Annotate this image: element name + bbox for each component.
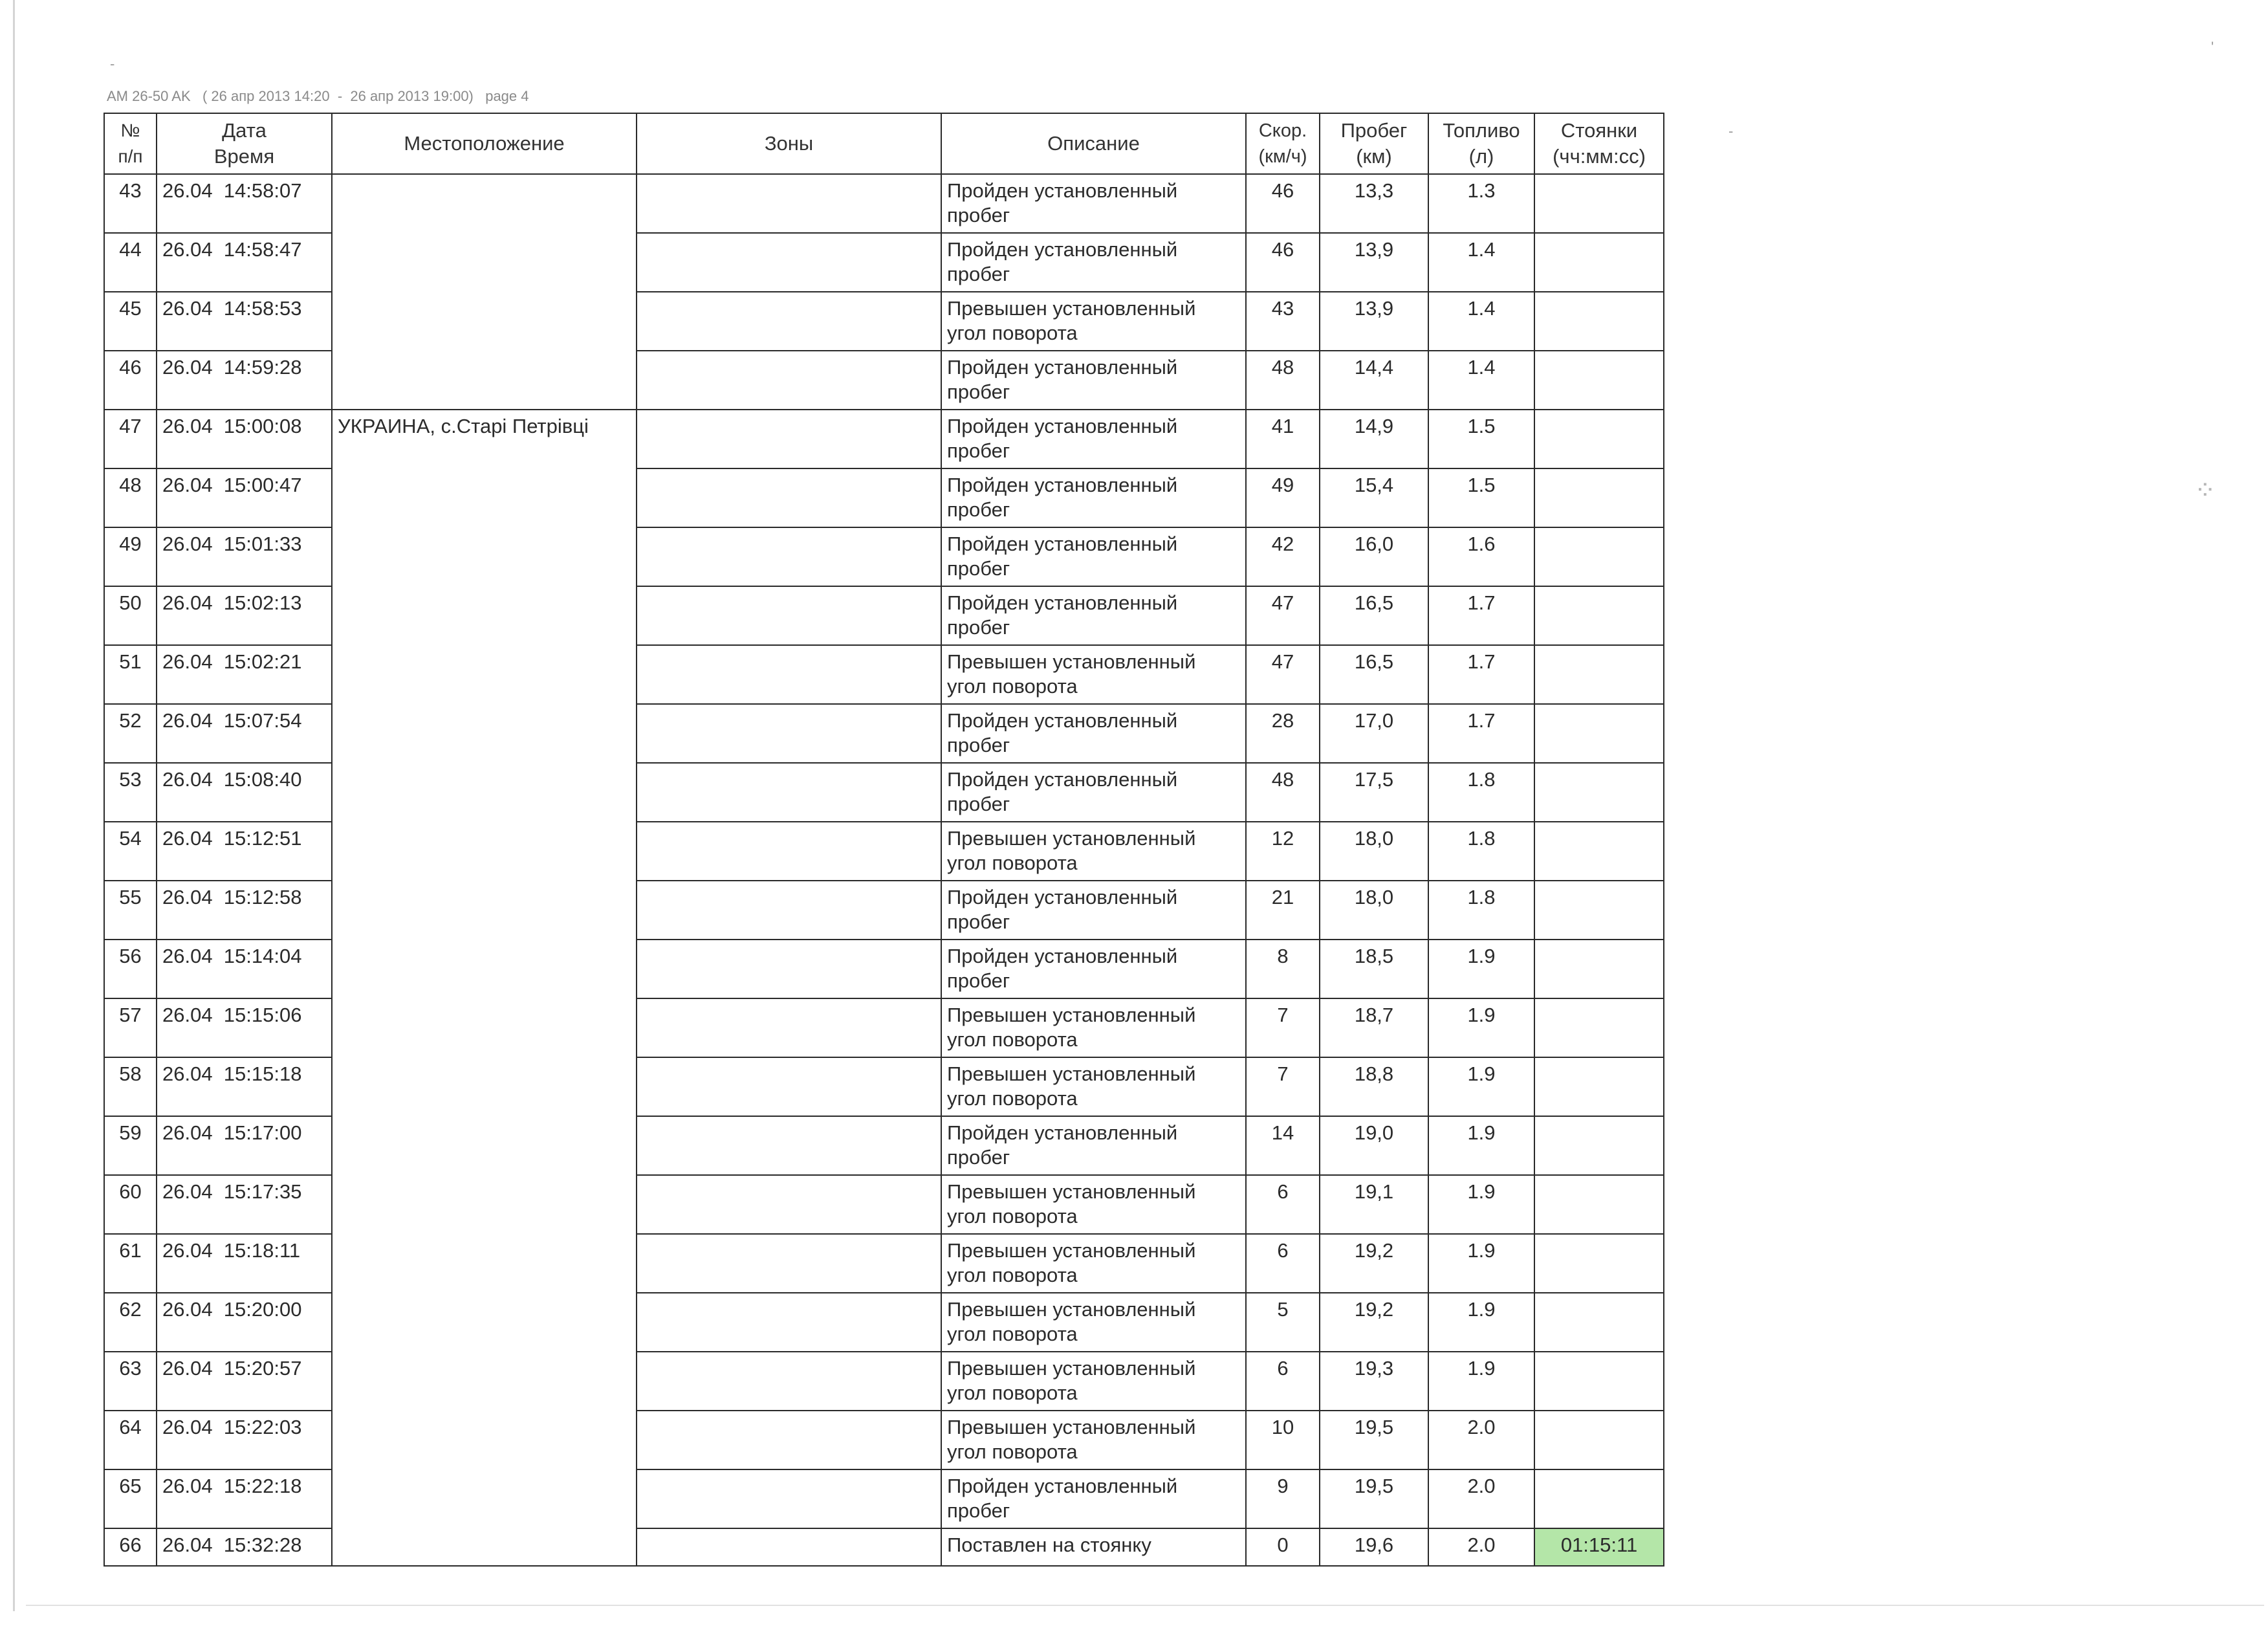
row-stop-duration [1534, 1352, 1664, 1411]
row-datetime: 26.04 15:18:11 [157, 1234, 332, 1293]
row-mileage: 19,5 [1320, 1469, 1428, 1528]
row-zones [637, 1411, 941, 1469]
row-stop-duration [1534, 527, 1664, 586]
row-datetime: 26.04 15:22:03 [157, 1411, 332, 1469]
row-datetime: 26.04 15:02:21 [157, 645, 332, 704]
row-number: 46 [104, 351, 157, 410]
row-datetime: 26.04 14:58:07 [157, 174, 332, 233]
row-mileage: 19,2 [1320, 1293, 1428, 1352]
location-cell [332, 174, 637, 410]
scan-speck: ⁘ [2194, 476, 2216, 505]
row-fuel: 1.6 [1428, 527, 1534, 586]
row-zones [637, 351, 941, 410]
row-zones [637, 1234, 941, 1293]
row-datetime: 26.04 15:12:51 [157, 822, 332, 881]
row-fuel: 1.9 [1428, 998, 1534, 1057]
row-stop-duration [1534, 292, 1664, 351]
row-datetime: 26.04 15:15:18 [157, 1057, 332, 1116]
row-speed: 48 [1246, 763, 1320, 822]
table-row [104, 410, 1664, 468]
row-fuel: 2.0 [1428, 1469, 1534, 1528]
row-description: Превышен установленный угол поворота [941, 822, 1246, 881]
row-speed: 46 [1246, 174, 1320, 233]
row-description: Пройден установленный пробег [941, 940, 1246, 998]
row-mileage: 17,5 [1320, 763, 1428, 822]
row-fuel: 1.9 [1428, 1116, 1534, 1175]
row-number: 61 [104, 1234, 157, 1293]
row-speed: 42 [1246, 527, 1320, 586]
row-mileage: 14,9 [1320, 410, 1428, 468]
row-number: 59 [104, 1116, 157, 1175]
row-datetime: 26.04 15:20:57 [157, 1352, 332, 1411]
row-speed: 28 [1246, 704, 1320, 763]
row-datetime: 26.04 15:15:06 [157, 998, 332, 1057]
row-stop-duration [1534, 468, 1664, 527]
row-mileage: 13,9 [1320, 292, 1428, 351]
row-zones [637, 1469, 941, 1528]
row-speed: 49 [1246, 468, 1320, 527]
row-description: Пройден установленный пробег [941, 410, 1246, 468]
row-fuel: 1.9 [1428, 1234, 1534, 1293]
row-description: Пройден установленный пробег [941, 763, 1246, 822]
row-fuel: 1.7 [1428, 645, 1534, 704]
row-stop-duration [1534, 763, 1664, 822]
row-datetime: 26.04 15:08:40 [157, 763, 332, 822]
row-mileage: 16,5 [1320, 645, 1428, 704]
row-number: 56 [104, 940, 157, 998]
row-zones [637, 1528, 941, 1566]
row-number: 54 [104, 822, 157, 881]
row-stop-duration [1534, 940, 1664, 998]
column-header-speed: Скор. (км/ч) [1246, 113, 1320, 174]
row-description: Пройден установленный пробег [941, 1116, 1246, 1175]
row-fuel: 1.7 [1428, 586, 1534, 645]
row-speed: 9 [1246, 1469, 1320, 1528]
row-fuel: 1.4 [1428, 292, 1534, 351]
row-description: Пройден установленный пробег [941, 468, 1246, 527]
scan-mark: - [1728, 123, 1734, 139]
row-mileage: 19,2 [1320, 1234, 1428, 1293]
row-number: 55 [104, 881, 157, 940]
row-datetime: 26.04 15:17:35 [157, 1175, 332, 1234]
column-header-location: Местоположение [332, 113, 637, 174]
row-mileage: 18,0 [1320, 881, 1428, 940]
row-number: 49 [104, 527, 157, 586]
row-zones [637, 998, 941, 1057]
row-stop-duration [1534, 1057, 1664, 1116]
trip-events-table [104, 113, 1664, 1567]
scan-mark: - [110, 56, 115, 72]
report-header: AM 26-50 AK ( 26 апр 2013 14:20 - 26 апр 2013 19:00) page 4 [107, 88, 529, 104]
row-description: Пройден установленный пробег [941, 233, 1246, 292]
row-mileage: 18,7 [1320, 998, 1428, 1057]
row-speed: 6 [1246, 1352, 1320, 1411]
row-fuel: 1.9 [1428, 1175, 1534, 1234]
row-mileage: 15,4 [1320, 468, 1428, 527]
table-row [104, 174, 1664, 233]
row-datetime: 26.04 14:58:53 [157, 292, 332, 351]
row-speed: 10 [1246, 1411, 1320, 1469]
row-stop-duration [1534, 881, 1664, 940]
row-number: 44 [104, 233, 157, 292]
row-speed: 0 [1246, 1528, 1320, 1566]
column-header-mileage: Пробег (км) [1320, 113, 1428, 174]
row-speed: 7 [1246, 998, 1320, 1057]
row-mileage: 19,3 [1320, 1352, 1428, 1411]
row-stop-duration [1534, 1469, 1664, 1528]
row-fuel: 1.9 [1428, 1057, 1534, 1116]
row-zones [637, 1116, 941, 1175]
row-zones [637, 940, 941, 998]
row-stop-duration [1534, 1293, 1664, 1352]
column-header-zones: Зоны [637, 113, 941, 174]
row-zones [637, 822, 941, 881]
row-stop-duration [1534, 174, 1664, 233]
row-fuel: 1.8 [1428, 881, 1534, 940]
table-header-row [104, 113, 1664, 174]
row-number: 60 [104, 1175, 157, 1234]
row-description: Пройден установленный пробег [941, 704, 1246, 763]
row-mileage: 18,8 [1320, 1057, 1428, 1116]
row-number: 51 [104, 645, 157, 704]
row-zones [637, 468, 941, 527]
row-number: 48 [104, 468, 157, 527]
row-mileage: 16,0 [1320, 527, 1428, 586]
row-number: 65 [104, 1469, 157, 1528]
row-number: 64 [104, 1411, 157, 1469]
row-speed: 6 [1246, 1234, 1320, 1293]
row-datetime: 26.04 15:22:18 [157, 1469, 332, 1528]
row-fuel: 1.3 [1428, 174, 1534, 233]
row-fuel: 1.5 [1428, 410, 1534, 468]
row-datetime: 26.04 15:00:08 [157, 410, 332, 468]
row-zones [637, 645, 941, 704]
row-fuel: 1.5 [1428, 468, 1534, 527]
row-number: 63 [104, 1352, 157, 1411]
row-speed: 21 [1246, 881, 1320, 940]
row-fuel: 2.0 [1428, 1411, 1534, 1469]
row-description: Пройден установленный пробег [941, 881, 1246, 940]
row-zones [637, 1057, 941, 1116]
row-description: Пройден установленный пробег [941, 586, 1246, 645]
row-speed: 6 [1246, 1175, 1320, 1234]
row-mileage: 14,4 [1320, 351, 1428, 410]
row-zones [637, 586, 941, 645]
row-description: Превышен установленный угол поворота [941, 292, 1246, 351]
row-speed: 48 [1246, 351, 1320, 410]
row-stop-duration [1534, 233, 1664, 292]
row-mileage: 18,0 [1320, 822, 1428, 881]
row-description: Превышен установленный угол поворота [941, 1293, 1246, 1352]
row-stop-duration [1534, 351, 1664, 410]
row-zones [637, 1293, 941, 1352]
row-number: 47 [104, 410, 157, 468]
row-description: Пройден установленный пробег [941, 527, 1246, 586]
row-number: 58 [104, 1057, 157, 1116]
row-stop-duration [1534, 1234, 1664, 1293]
row-fuel: 2.0 [1428, 1528, 1534, 1566]
row-number: 53 [104, 763, 157, 822]
row-number: 66 [104, 1528, 157, 1566]
row-number: 43 [104, 174, 157, 233]
row-description: Превышен установленный угол поворота [941, 1234, 1246, 1293]
row-number: 57 [104, 998, 157, 1057]
row-stop-duration [1534, 410, 1664, 468]
row-speed: 8 [1246, 940, 1320, 998]
row-zones [637, 174, 941, 233]
row-description: Пройден установленный пробег [941, 174, 1246, 233]
row-speed: 47 [1246, 586, 1320, 645]
row-stop-duration [1534, 998, 1664, 1057]
row-fuel: 1.7 [1428, 704, 1534, 763]
row-speed: 43 [1246, 292, 1320, 351]
scan-page-bottom-edge [26, 1605, 2264, 1606]
row-description: Превышен установленный угол поворота [941, 998, 1246, 1057]
row-speed: 14 [1246, 1116, 1320, 1175]
row-mileage: 16,5 [1320, 586, 1428, 645]
row-number: 50 [104, 586, 157, 645]
row-speed: 7 [1246, 1057, 1320, 1116]
row-fuel: 1.8 [1428, 763, 1534, 822]
row-stop-duration [1534, 822, 1664, 881]
scan-page-edge [13, 0, 15, 1611]
row-datetime: 26.04 14:59:28 [157, 351, 332, 410]
row-zones [637, 410, 941, 468]
row-speed: 41 [1246, 410, 1320, 468]
row-stop-duration: 01:15:11 [1534, 1528, 1664, 1566]
row-zones [637, 1175, 941, 1234]
row-number: 52 [104, 704, 157, 763]
row-mileage: 18,5 [1320, 940, 1428, 998]
row-number: 62 [104, 1293, 157, 1352]
row-fuel: 1.4 [1428, 351, 1534, 410]
row-datetime: 26.04 15:07:54 [157, 704, 332, 763]
location-cell: УКРАИНА, с.Старі Петрівці [332, 410, 637, 1566]
row-zones [637, 704, 941, 763]
row-speed: 47 [1246, 645, 1320, 704]
row-zones [637, 763, 941, 822]
row-stop-duration [1534, 1116, 1664, 1175]
row-stop-duration [1534, 645, 1664, 704]
row-fuel: 1.4 [1428, 233, 1534, 292]
row-description: Превышен установленный угол поворота [941, 1352, 1246, 1411]
row-description: Пройден установленный пробег [941, 1469, 1246, 1528]
row-description: Превышен установленный угол поворота [941, 1175, 1246, 1234]
row-mileage: 19,1 [1320, 1175, 1428, 1234]
row-zones [637, 233, 941, 292]
row-stop-duration [1534, 1411, 1664, 1469]
row-stop-duration [1534, 586, 1664, 645]
row-fuel: 1.9 [1428, 940, 1534, 998]
column-header-fuel: Топливо (л) [1428, 113, 1534, 174]
row-speed: 46 [1246, 233, 1320, 292]
row-description: Превышен установленный угол поворота [941, 1057, 1246, 1116]
row-zones [637, 292, 941, 351]
row-zones [637, 527, 941, 586]
row-description: Поставлен на стоянку [941, 1528, 1246, 1566]
row-zones [637, 1352, 941, 1411]
row-description: Превышен установленный угол поворота [941, 1411, 1246, 1469]
column-header-num: № п/п [104, 113, 157, 174]
row-mileage: 19,0 [1320, 1116, 1428, 1175]
row-mileage: 19,6 [1320, 1528, 1428, 1566]
row-zones [637, 881, 941, 940]
row-datetime: 26.04 14:58:47 [157, 233, 332, 292]
row-mileage: 13,9 [1320, 233, 1428, 292]
row-description: Пройден установленный пробег [941, 351, 1246, 410]
column-header-datetime: Дата Время [157, 113, 332, 174]
column-header-description: Описание [941, 113, 1246, 174]
row-stop-duration [1534, 704, 1664, 763]
row-datetime: 26.04 15:20:00 [157, 1293, 332, 1352]
row-datetime: 26.04 15:32:28 [157, 1528, 332, 1566]
row-fuel: 1.9 [1428, 1352, 1534, 1411]
row-datetime: 26.04 15:12:58 [157, 881, 332, 940]
row-speed: 5 [1246, 1293, 1320, 1352]
row-datetime: 26.04 15:02:13 [157, 586, 332, 645]
row-datetime: 26.04 15:00:47 [157, 468, 332, 527]
row-stop-duration [1534, 1175, 1664, 1234]
row-datetime: 26.04 15:01:33 [157, 527, 332, 586]
row-description: Превышен установленный угол поворота [941, 645, 1246, 704]
row-datetime: 26.04 15:14:04 [157, 940, 332, 998]
scan-mark: ' [2211, 39, 2214, 55]
row-mileage: 19,5 [1320, 1411, 1428, 1469]
row-mileage: 17,0 [1320, 704, 1428, 763]
row-fuel: 1.8 [1428, 822, 1534, 881]
row-number: 45 [104, 292, 157, 351]
row-datetime: 26.04 15:17:00 [157, 1116, 332, 1175]
row-speed: 12 [1246, 822, 1320, 881]
row-mileage: 13,3 [1320, 174, 1428, 233]
column-header-stops: Стоянки (чч:мм:сс) [1534, 113, 1664, 174]
row-fuel: 1.9 [1428, 1293, 1534, 1352]
